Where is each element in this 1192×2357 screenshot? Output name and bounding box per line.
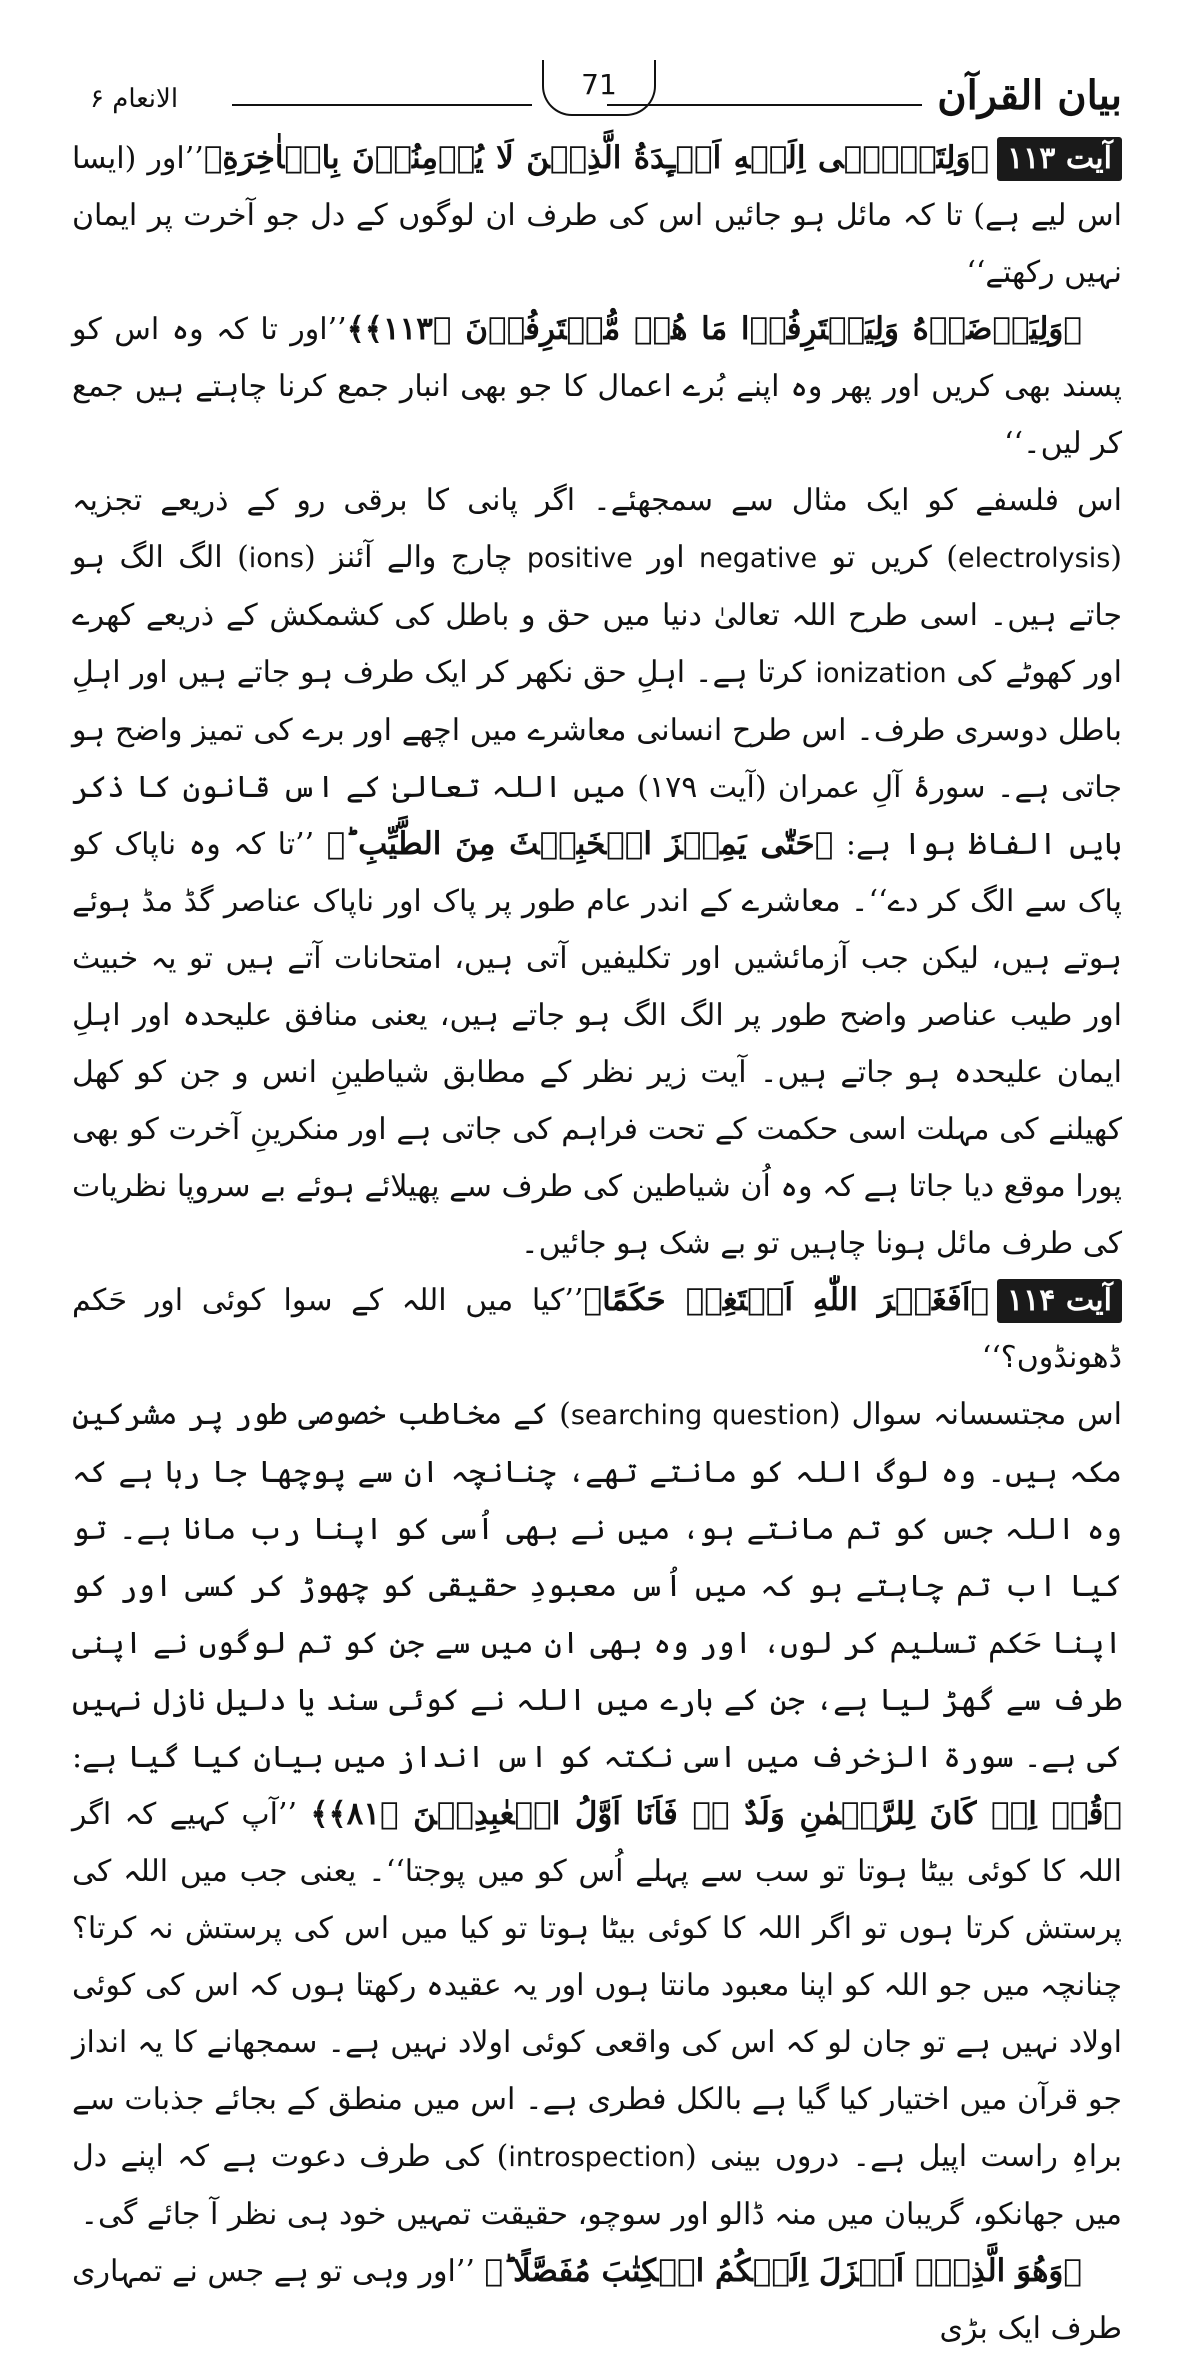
commentary-text: چارج والے آئنز ( xyxy=(303,540,527,575)
book-page xyxy=(72,60,1123,2346)
term-searching-question: searching question xyxy=(570,1400,829,1431)
commentary-text: ’’آپ کہیے کہ اگر اللہ کا کوئی بیٹا ہوتا تو سب سے پہلے اُس کو میں پوجتا‘‘۔ یعنی جب میں اللہ کی پرستش کرتا ہوں تو اگر اللہ کا کوئی بیٹا ہوتا تو کیا میں اس کی پرستش نہ کرتا؟ چنانچہ میں جو اللہ کو اپنا معبود مانتا ہوں اور یہ عقیدہ رکھتا ہوں کہ اس کی کوئی اولاد نہیں ہے تو جان لو کہ اس کی واقعی کوئی اولاد نہیں ہے۔ سمجھانے کا یہ انداز جو قرآن میں اختیار کیا گیا ہے بالکل فطری ہے۔ اس میں منطق کے بجائے جذبات سے براہِ راست اپیل ہے۔ دروں بینی ( xyxy=(72,1797,1122,2174)
quote-az-zukhruf: ﴿قُلۡ اِنۡ كَانَ لِلرَّحۡمٰنِ وَلَدٌ ٭ۖ فَاَنَا اَوَّلُ الۡعٰبِدِیۡنَ ﴿۸۱﴾﴾ xyxy=(310,1796,1122,1832)
closing-translation: ’’اور وہی تو ہے جس نے تمہاری طرف ایک بڑی xyxy=(72,2254,1122,2346)
closing-ayah xyxy=(72,2243,1122,2357)
term-ions: ions xyxy=(248,543,304,574)
ayah-113-block-2 xyxy=(72,301,1122,472)
ayah-113-arabic-1: ﴿وَلِتَصۡغٰۤی اِلَیۡهِ اَفۡـِٕدَةُ الَّذِیۡنَ لَا یُؤۡمِنُوۡنَ بِالۡاٰخِرَةِ﴾ xyxy=(203,140,990,176)
header-rule-left xyxy=(232,104,532,106)
ayah-114-badge: آیت ۱۱۴ xyxy=(997,1279,1122,1323)
book-title: بیان القرآن xyxy=(937,72,1122,119)
commentary-113 xyxy=(72,472,1122,1272)
surah-name: الانعام ۶ xyxy=(90,84,179,114)
term-negative: negative xyxy=(698,543,818,574)
commentary-text: اور xyxy=(632,540,699,575)
page-body xyxy=(72,130,1122,2357)
ayah-113-block xyxy=(72,130,1122,301)
ayah-114-arabic-1: ﴿اَفَغَیۡرَ اللّٰهِ اَبۡتَغِیۡ حَكَمًا﴾ xyxy=(583,1282,990,1318)
commentary-text: ’’تا کہ وہ ناپاک کو پاک سے الگ کر دے‘‘۔ معاشرے کے اندر عام طور پر پاک اور ناپاک عناصر گڈ مڈ ہوئے ہوتے ہیں، لیکن جب آزمائشیں اور تکلیفیں آتی ہیں، امتحانات آتے ہیں تو یہ خبیث اور طیب عناصر واضح طور پر الگ الگ ہو جاتے ہیں، یعنی منافق علیحدہ اور اہلِ ایمان علیحدہ ہو جاتے ہیں۔ آیت زیر نظر کے مطابق شیاطینِ انس و جن کو کھل کھیلنے کی مہلت اسی حکمت کے تحت فراہم کی جاتی ہے اور منکرینِ آخرت کو بھی پورا موقع دیا جاتا ہے کہ وہ اُن شیاطین کی طرف سے پھیلائے ہوئے بے سروپا نظریات کی طرف مائل ہونا چاہیں تو بے شک ہو جائیں۔ xyxy=(72,827,1122,1261)
commentary-114 xyxy=(72,1386,1122,2243)
commentary-text: ) کریں تو xyxy=(817,540,958,575)
commentary-text: اس مجتسسانہ سوال ( xyxy=(828,1397,1122,1432)
page-header xyxy=(72,60,1122,122)
term-positive: positive xyxy=(526,543,633,574)
commentary-text: اس فلسفے کو ایک مثال سے سمجھئے۔ اگر پانی کا برقی رو کے ذریعے تجزیہ ( xyxy=(72,483,1123,575)
term-ionization: ionization xyxy=(815,658,947,689)
closing-arabic: ﴿وَهُوَ الَّذِیۡۤ اَنۡزَلَ اِلَیۡكُمُ الۡكِتٰبَ مُفَصَّلًا ؕ﴾ xyxy=(484,2253,1083,2289)
commentary-text: ) کی طرف دعوت ہے کہ اپنے دل میں جھانکو، گریبان میں منہ ڈالو اور سوچو، حقیقت تمہیں خود ہی نظر آ جائے گی۔ xyxy=(72,2139,1122,2232)
header-rule-right xyxy=(607,104,922,106)
page-number: 71 xyxy=(542,60,656,116)
commentary-text: کرتا ہے۔ اہلِ حق نکھر کر ایک طرف ہو جاتے ہیں اور اہلِ باطل دوسری طرف۔ اس طرح انسانی معاشرے میں اچھے اور برے کی تمیز واضح ہو جاتی ہے۔ سورۂ آلِ عمران (آیت ۱۷۹) میں اللہ تعالیٰ کے اس قانون کا ذکر بایں الفاظ ہوا ہے: xyxy=(72,655,1123,862)
ayah-113-badge: آیت ۱۱۳ xyxy=(997,137,1122,181)
term-electrolysis: electrolysis xyxy=(958,543,1111,574)
quote-al-imran: ﴿حَتّٰی یَمِیۡزَ الۡخَبِیۡثَ مِنَ الطَّیِّبِ ؕ﴾ xyxy=(326,826,834,862)
commentary-text: ) الگ الگ ہو جاتے ہیں۔ اسی طرح اللہ تعالیٰ دنیا میں حق و باطل کی کشمکش کے ذریعے کھرے اور کھوٹے کی xyxy=(72,540,1122,690)
ayah-114-translation-1: ’’کیا میں اللہ کے سوا کوئی اور حَکم ڈھونڈوں؟‘‘ xyxy=(72,1283,1122,1375)
ayah-114-block xyxy=(72,1272,1122,1386)
commentary-text: ) کے مخاطب خصوصی طور پر مشرکینِ مکہ ہیں۔ وہ لوگ اللہ کو مانتے تھے، چنانچہ ان سے پوچھا جا رہا ہے کہ وہ اللہ جس کو تم مانتے ہو، میں نے بھی اُسی کو اپنا رب مانا ہے۔ تو کیا اب تم چاہتے ہو کہ میں اُس معبودِ حقیقی کو چھوڑ کر کسی اور کو اپنا حَکم تسلیم کر لوں، اور وہ بھی ان میں سے جن کو تم لوگوں نے اپنی طرف سے گھڑ لیا ہے، جن کے بارے میں اللہ نے کوئی سند یا دلیل نازل نہیں کی ہے۔ سورۃ الزخرف میں اسی نکتہ کو اس انداز میں بیان کیا گیا ہے: xyxy=(72,1397,1122,1775)
ayah-113-translation-2: ’’اور تا کہ وہ اس کو پسند بھی کریں اور پھر وہ اپنے بُرے اعمال کا جو بھی انبار جمع کرنا چاہتے ہیں جمع کر لیں۔‘‘ xyxy=(72,312,1122,461)
term-introspection: introspection xyxy=(508,2142,685,2173)
ayah-113-arabic-2: ﴿وَلِیَرۡضَوۡهُ وَلِیَقۡتَرِفُوۡا مَا هُمۡ مُّقۡتَرِفُوۡنَ ﴿۱۱۳﴾﴾ xyxy=(346,311,1082,347)
ayah-113-translation-1: ’’اور (ایسا اس لیے ہے) تا کہ مائل ہو جائیں اس کی طرف ان لوگوں کے دل جو آخرت پر ایمان نہیں رکھتے‘‘ xyxy=(72,141,1122,290)
